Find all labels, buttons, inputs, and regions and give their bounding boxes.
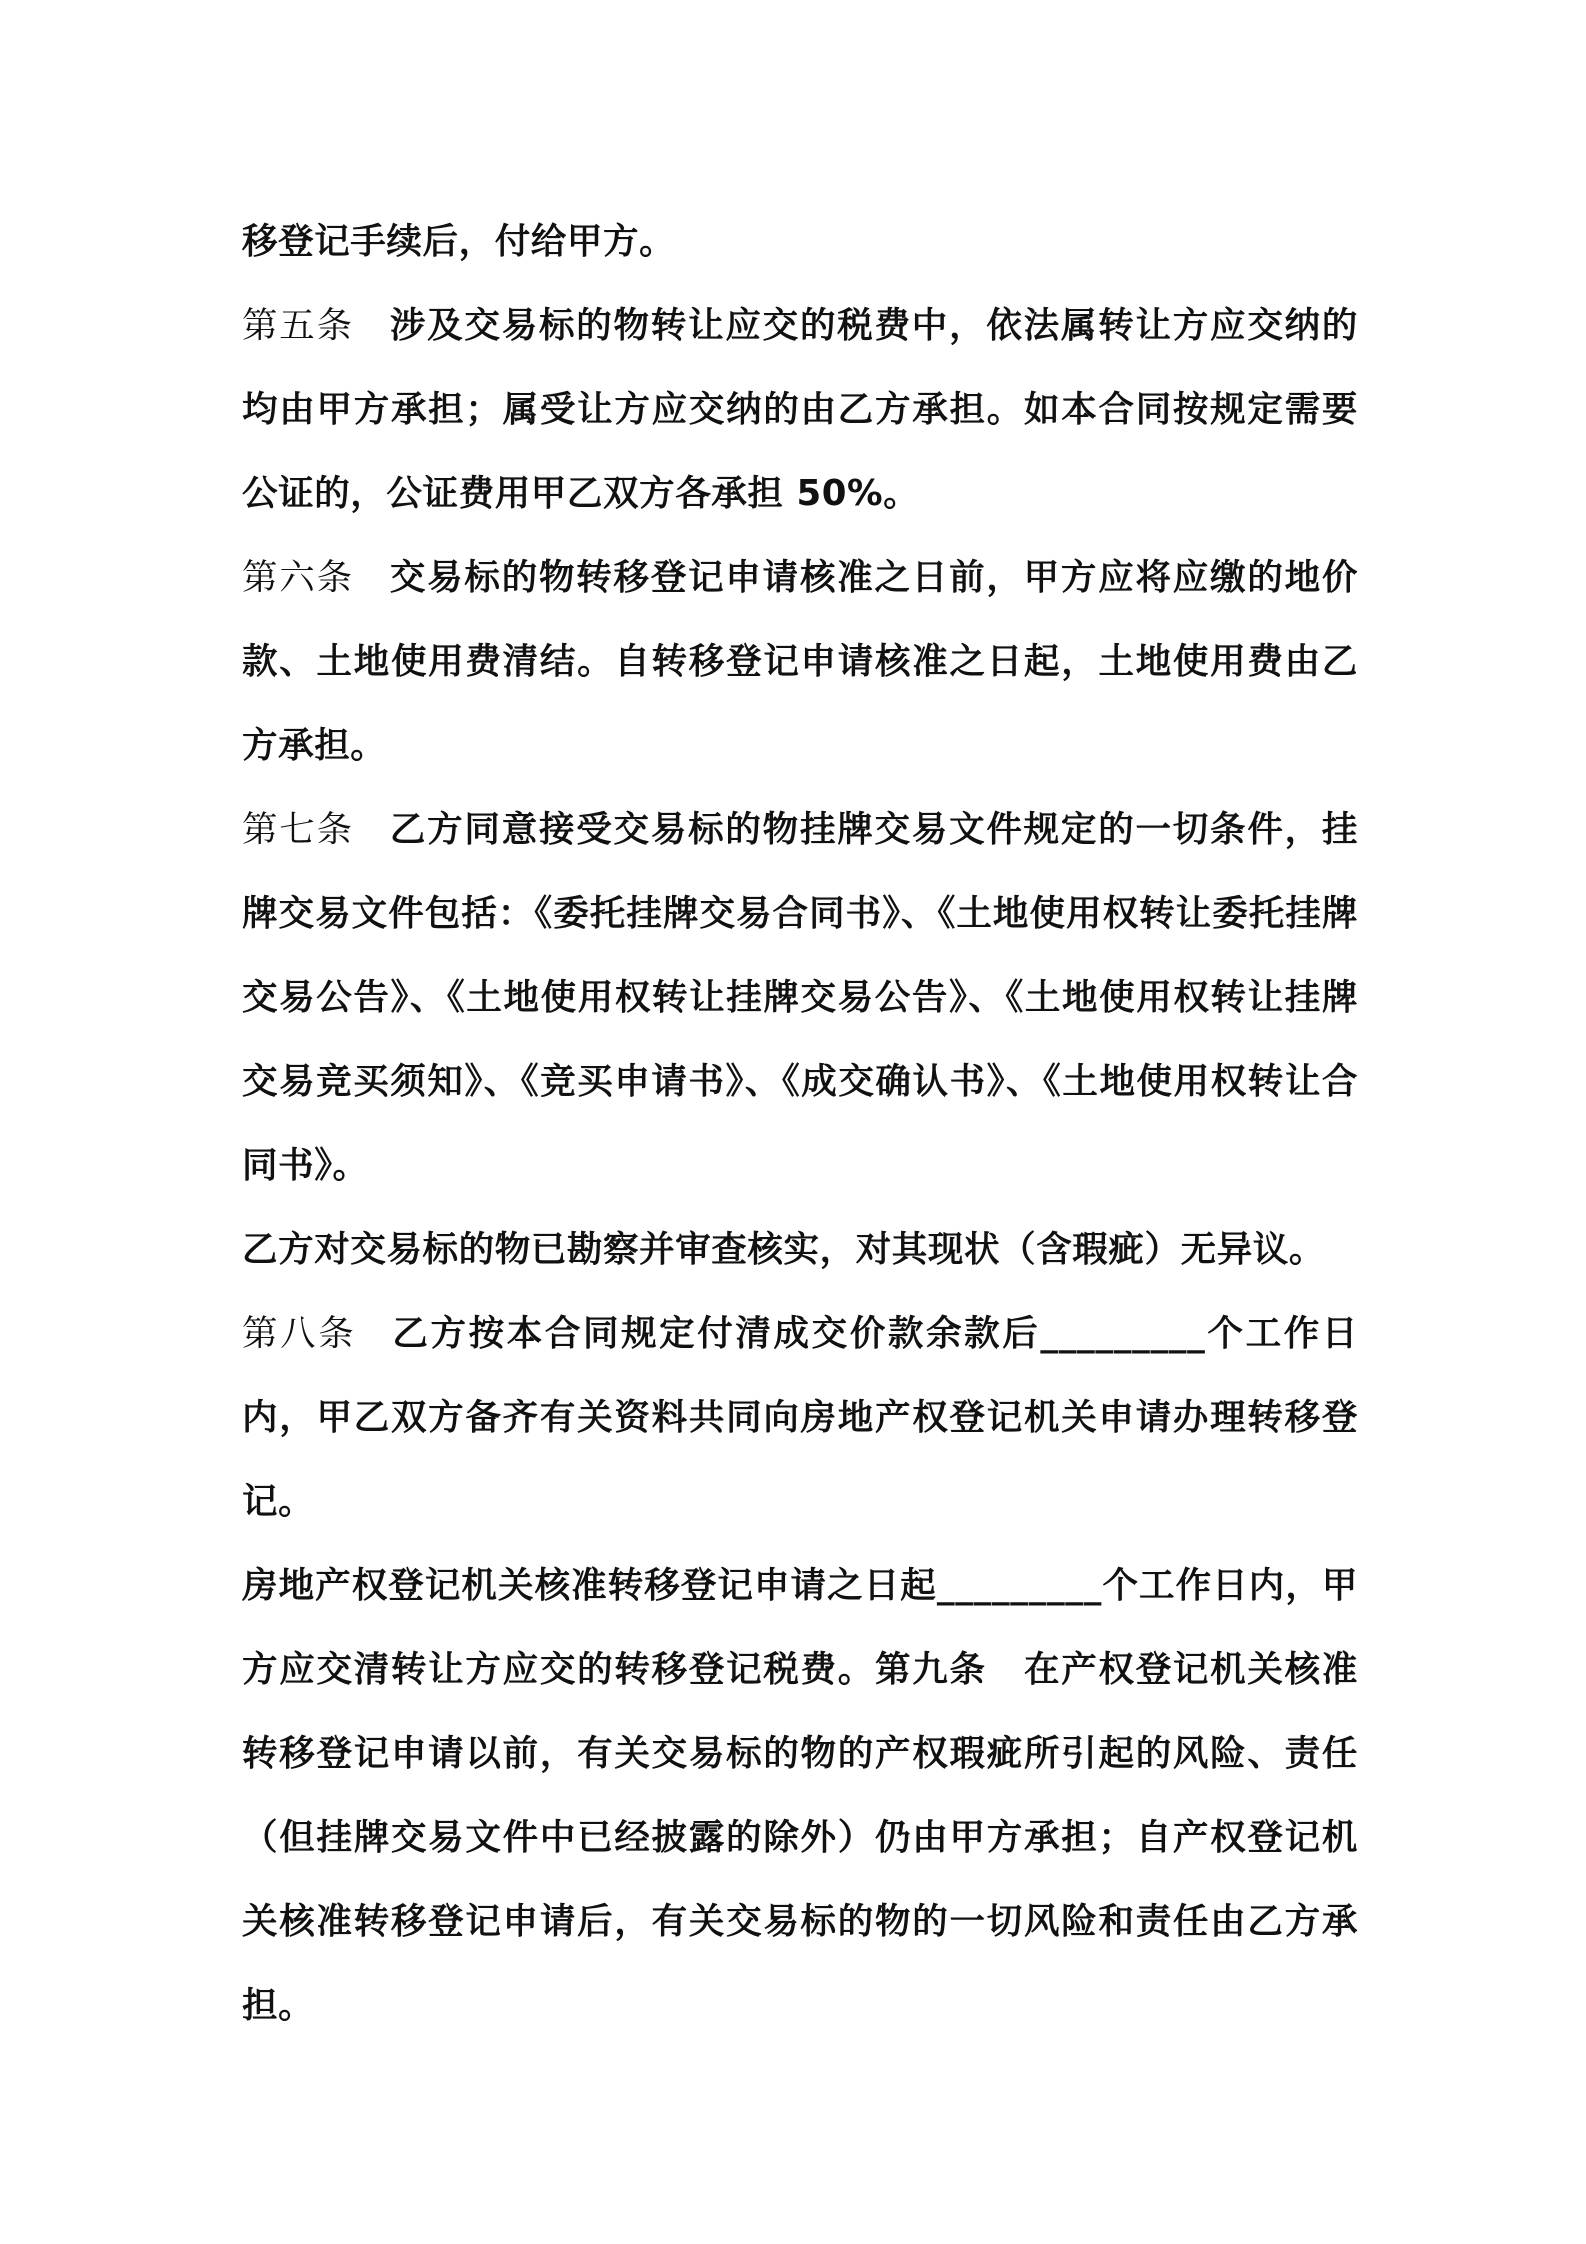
paragraph-text: 房地产权登记机关核准转移登记申请之日起_________个工作日内，甲方应交清转让方应交的转移登记税费。第九条 在产权登记机关核准转移登记申请以前，有关交易标的物的产权瑕疵所引起的风险、责任（但挂牌交易文件中已经披露的除外）仍由甲方承担；自产权登记机关核准转移登记申请后，有关交易标的物的一切风险和责任由乙方承担。 <box>242 1565 1358 2026</box>
paragraph-text: 交易标的物转移登记申请核准之日前，甲方应将应缴的地价款、土地使用费清结。自转移登记申请核准之日起，土地使用费由乙方承担。 <box>242 557 1358 766</box>
paragraph-text: 乙方同意接受交易标的物挂牌交易文件规定的一切条件，挂牌交易文件包括：《委托挂牌交易合同书》、《土地使用权转让委托挂牌交易公告》、《土地使用权转让挂牌交易公告》、《土地使用权转让挂牌交易竞买须知》、《竞买申请书》、《成交确认书》、《土地使用权转让合同书》。 <box>242 809 1358 1186</box>
paragraph-continuation <box>242 200 1358 284</box>
paragraph-article-6 <box>242 536 1358 788</box>
article-number: 第七条 <box>242 809 354 850</box>
article-number: 第六条 <box>242 557 354 598</box>
article-number: 第八条 <box>242 1313 357 1354</box>
paragraph-text: 乙方按本合同规定付清成交价款余款后_________个工作日内，甲乙双方备齐有关资料共同向房地产权登记机关申请办理转移登记。 <box>242 1313 1358 1522</box>
paragraph-text: 涉及交易标的物转让应交的税费中，依法属转让方应交纳的均由甲方承担；属受让方应交纳的由乙方承担。如本合同按规定需要公证的，公证费用甲乙双方各承担 50%。 <box>242 305 1358 514</box>
paragraph-article-5 <box>242 284 1358 536</box>
document-body <box>242 200 1358 2048</box>
paragraph-text: 移登记手续后，付给甲方。 <box>242 221 676 262</box>
article-number: 第五条 <box>242 305 354 346</box>
paragraph-text: 乙方对交易标的物已勘察并审查核实，对其现状（含瑕疵）无异议。 <box>242 1229 1326 1270</box>
paragraph-inspection-statement <box>242 1208 1358 1292</box>
paragraph-registration-and-article-9 <box>242 1544 1358 2048</box>
paragraph-article-7 <box>242 788 1358 1208</box>
paragraph-article-8 <box>242 1292 1358 1544</box>
